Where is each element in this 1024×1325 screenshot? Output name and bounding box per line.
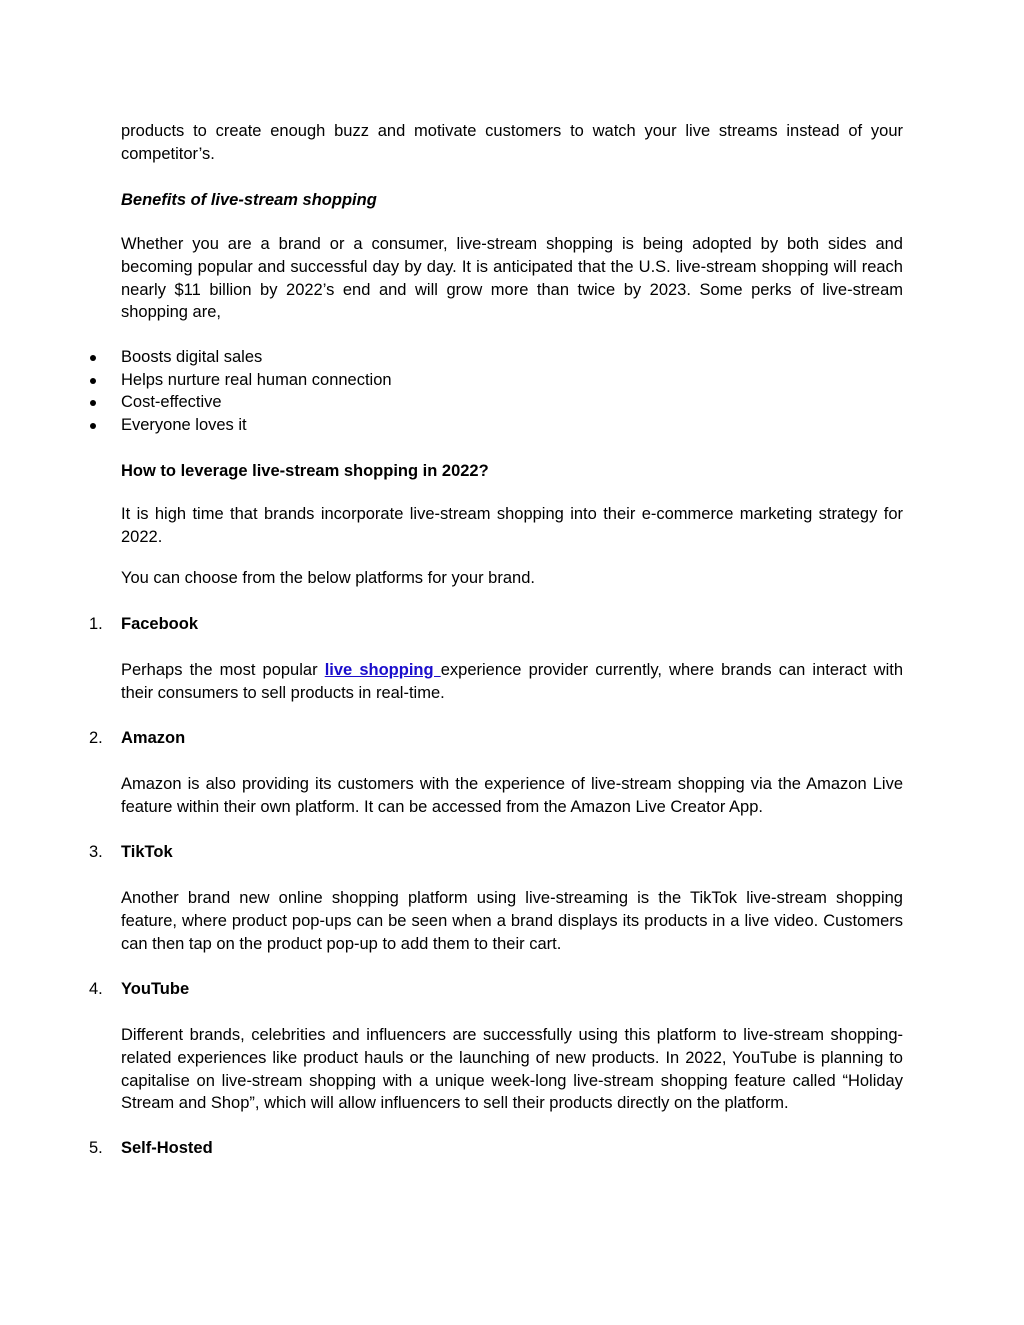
platforms-intro-paragraph: You can choose from the below platforms for your brand. <box>121 569 535 587</box>
platform-name: TikTok <box>121 843 173 861</box>
list-item <box>0 346 1024 369</box>
facebook-text-before-link: Perhaps the most popular <box>121 661 325 679</box>
benefits-paragraph: Whether you are a brand or a consumer, live-stream shopping is being adopted by both sides and becoming popular and successful day by day. It is anticipated that the U.S. live-stream shopping will reach nearly $11 billion by 2022’s end and will grow more than twice by 2023. Some perks of live-stream shopping are, <box>121 235 903 322</box>
platform-heading-youtube <box>0 978 1024 1001</box>
platform-heading-self-hosted <box>0 1137 1024 1160</box>
benefits-bullet-list <box>0 346 1024 436</box>
list-number: 4. <box>89 980 103 998</box>
bullet-text: Helps nurture real human connection <box>121 370 392 389</box>
live-shopping-link[interactable]: live shopping <box>324 661 441 679</box>
facebook-paragraph <box>121 659 903 705</box>
list-number: 5. <box>89 1139 103 1157</box>
bullet-text: Everyone loves it <box>121 415 247 434</box>
intro-paragraph: products to create enough buzz and motivate customers to watch your live streams instead of your competitor’s. <box>121 122 903 163</box>
platform-name: Facebook <box>121 615 199 633</box>
leverage-paragraph: It is high time that brands incorporate live-stream shopping into their e-commerce marketing strategy for 2022. <box>121 505 903 546</box>
list-item <box>0 414 1024 437</box>
benefits-heading: Benefits of live-stream shopping <box>121 191 377 209</box>
list-number: 3. <box>89 843 103 861</box>
tiktok-paragraph: Another brand new online shopping platform using live-streaming is the TikTok live-stream shopping feature, where product pop-ups can be seen when a brand displays its products in a live video. Customers can then tap on the product pop-up to add them to their cart. <box>121 889 903 953</box>
bullet-icon <box>90 423 96 429</box>
list-item <box>0 391 1024 414</box>
platform-heading-amazon <box>0 727 1024 750</box>
leverage-heading: How to leverage live-stream shopping in 2022? <box>121 462 489 480</box>
list-item <box>0 369 1024 392</box>
facebook-text-after-link: experience provider currently, where brands can interact with their consumers to sell products in real-time. <box>121 661 903 702</box>
bullet-text: Cost-effective <box>121 393 222 412</box>
amazon-paragraph: Amazon is also providing its customers with the experience of live-stream shopping via the Amazon Live feature within their own platform. It can be accessed from the Amazon Live Creator App. <box>121 775 903 816</box>
list-number: 2. <box>89 729 103 747</box>
platform-name: Amazon <box>121 729 186 747</box>
list-number: 1. <box>89 615 103 633</box>
bullet-text: Boosts digital sales <box>121 348 263 366</box>
platform-name: Self-Hosted <box>121 1139 213 1157</box>
bullet-icon <box>90 378 96 384</box>
bullet-icon <box>90 400 96 406</box>
platform-heading-facebook <box>0 613 1024 636</box>
bullet-icon <box>90 355 96 361</box>
platform-name: YouTube <box>121 980 190 998</box>
youtube-paragraph: Different brands, celebrities and influencers are successfully using this platform to live-stream shopping-related experiences like product hauls or the launching of new products. In 2022, YouTube is planning to capitalise on live-stream shopping with a unique week-long live-stream shopping feature called “Holiday Stream and Shop”, which will allow influencers to sell their products directly on the platform. <box>121 1026 903 1113</box>
platform-heading-tiktok <box>0 841 1024 864</box>
